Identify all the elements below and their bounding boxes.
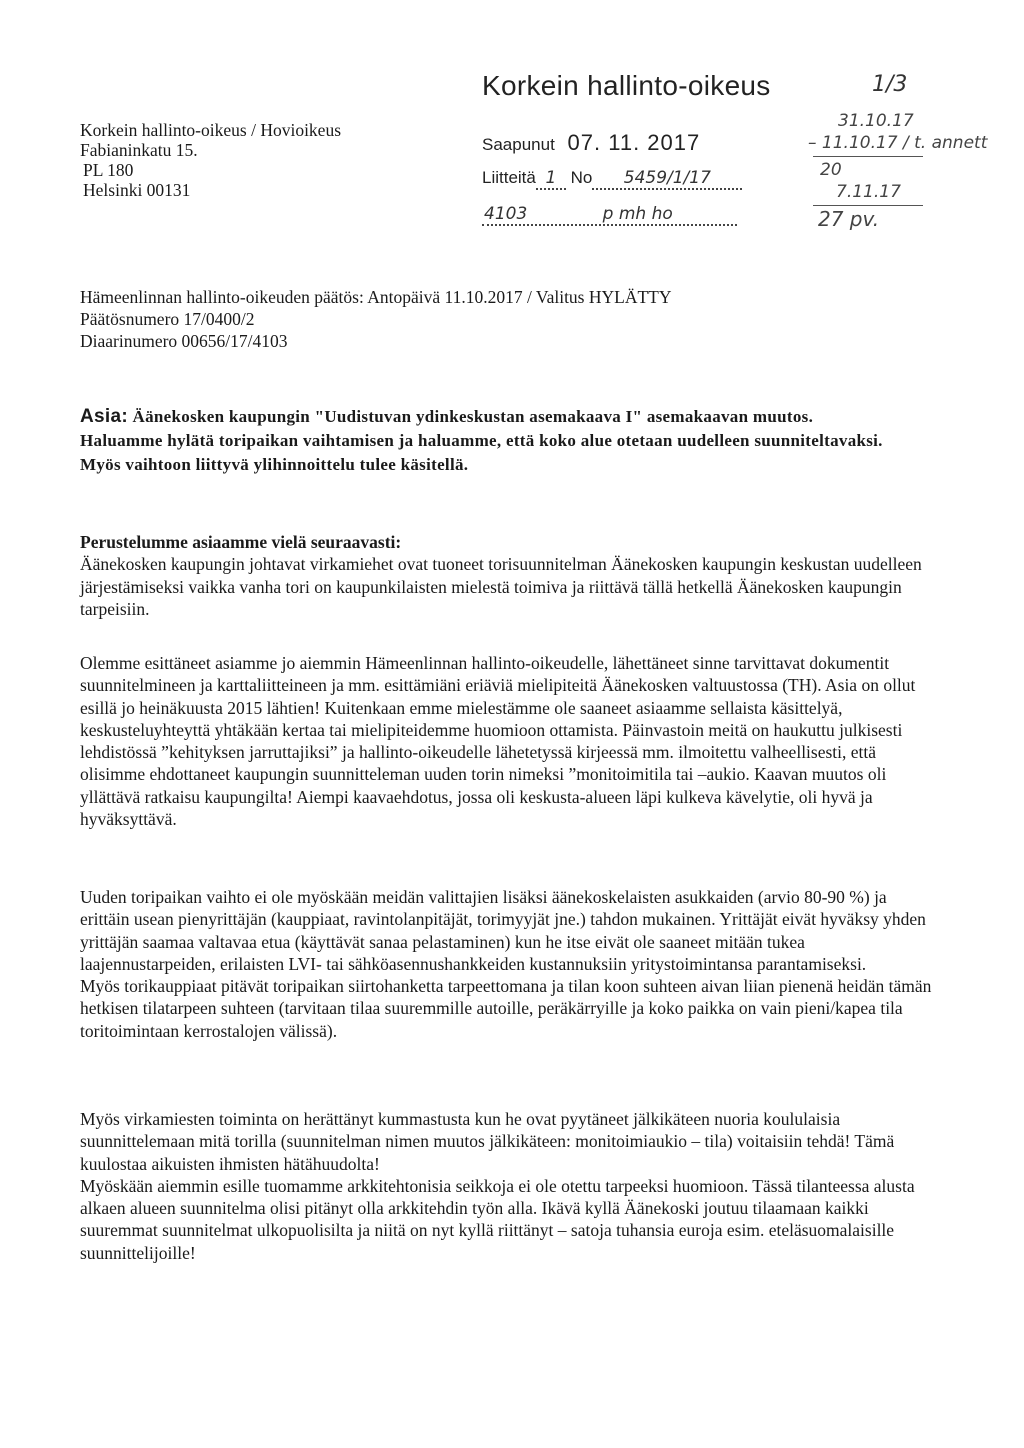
margin-note-5: 27 pv. <box>818 207 880 231</box>
margin-note-rule-1 <box>813 156 923 157</box>
recipient-line-4: Helsinki 00131 <box>83 180 191 200</box>
no-label: No <box>570 168 593 187</box>
margin-note-4: 7.11.17 <box>836 182 901 202</box>
margin-note-rule-2 <box>813 205 923 206</box>
body-heading: Perustelumme asiaamme vielä seuraavasti: <box>80 532 402 552</box>
stamp-received-row <box>482 130 700 156</box>
recipient-line-1: Korkein hallinto-oikeus / Hovioikeus <box>80 120 342 140</box>
decision-line-2: Päätösnumero 17/0400/2 <box>80 309 255 329</box>
body-paragraph-4b: Myöskään aiemmin esille tuomamme arkkitehtonisia seikkoja ei ole otettu tarpeeksi huomioon. Tässä tilanteessa alusta alkaen alueen suunnitelma olisi pitänyt olla arkkitehdin työn alla. Ikävä kyllä Äänekoski joutuu tilaamaan kaikki suuremmat suunnitelmat ulkopuolisilta ja niitä on nyt kyllä riittänyt – satoja tuhansia euroja esim. eteläsuomalaisille suunnittelijoille! <box>80 1175 915 1263</box>
recipient-line-2: Fabianinkatu 15. <box>80 140 198 160</box>
body-paragraph-3a: Uuden toripaikan vaihto ei ole myöskään meidän valittajien lisäksi äänekoskelaisten asukkaiden (arvio 80-90 %) ja erittäin usean pienyrittäjän (kauppiaat, ravintolanpitäjät, torimyyjät jne.) tahdon mukainen. Yrittäjät eivät hyväksy yhden yrittäjän saamaa valtavaa etua (käyttävät sanaa pelastaminen) kun he itse eivät ole saaneet mitään tukea laajennustarpeiden, erilaisten LVI- tai sähköasennushankkeiden kustannuksiin yritystoimintansa parantamiseksi. <box>80 887 926 974</box>
received-date: 07. 11. 2017 <box>567 130 701 155</box>
recipient-address <box>80 120 341 200</box>
attachments-count: 1 <box>536 168 566 190</box>
body-section-2 <box>80 652 940 830</box>
body-paragraph-2: Olemme esittäneet asiamme jo aiemmin Hämeenlinnan hallinto-oikeudelle, lähettäneet sinne tarvittavat dokumentit suunnitelmineen ja karttaliitteineen ja mm. esittämiäni eriäviä mielipiteitä Äänekosken valtuustossa (TH). Asia on ollut esillä jo heinäkuusta 2015 lähtien! Kuitenkaan emme mielestämme ole saaneet asiaamme sellaista käsittelyä, keskusteluyhteyttä yhtäkään kertaa tai mielipiteidemme huomioon ottamista. Päinvastoin meitä on haukuttu julkisesti lehdistössä ”kehityksen jarruttajiksi” ja hallinto-oikeudelle lähetetyssä kirjeessä mm. ilmoitettu valheellisesti, että olisimme ehdottaneet kaupungin suunnitteleman uuden torin nimeksi ”monitoimitila tai –aukio. Kaavan muutos oli yllättävä ratkaisu kaupungilta! Aiempi kaavaehdotus, jossa oli keskusta-alueen läpi kulkeva kävelytie, oli hyvä ja hyväksyttävä. <box>80 653 916 830</box>
recipient-line-3: PL 180 <box>83 160 134 180</box>
received-label: Saapunut <box>482 135 555 154</box>
subject-text: Äänekosken kaupungin "Uudistuvan ydinkeskustan asemakaava I" asemakaavan muutos. Haluamme hylätä toripaikan vaihtamisen ja haluamme, että koko alue otetaan uudelleen suunniteltavaksi. Myös vaihtoon liittyvä ylihinnoittelu tulee käsitellä. <box>80 407 883 474</box>
decision-line-3: Diaarinumero 00656/17/4103 <box>80 331 288 351</box>
page-number-mark: 1/3 <box>872 72 908 97</box>
stamp-handwritten-row <box>482 204 737 226</box>
attachments-label: Liitteitä <box>482 168 536 187</box>
decision-reference <box>80 286 672 352</box>
stamp-title: Korkein hallinto-oikeus <box>482 70 771 101</box>
handwritten-initials: p mh ho <box>602 204 673 224</box>
body-paragraph-3b: Myös torikauppiaat pitävät toripaikan siirtohanketta tarpeettomana ja tilan koon suhteen aivan liian pienenä heidän tämän hetkisen tilatarpeen suhteen (tarvitaan tilaa suuremmille autoille, peräkärryille ja koko paikka on vain pieni/kapea tila toritoimintaan kerrostalojen välissä). <box>80 976 932 1041</box>
margin-note-3: 20 <box>820 160 842 180</box>
margin-note-1: 31.10.17 <box>838 111 914 131</box>
decision-line-1: Hämeenlinnan hallinto-oikeuden päätös: Antopäivä 11.10.2017 / Valitus HYLÄTTY <box>80 287 672 307</box>
margin-notes <box>808 110 987 230</box>
body-section-4 <box>80 1108 940 1264</box>
body-paragraph-1: Äänekosken kaupungin johtavat virkamiehet ovat tuoneet torisuunnitelman Äänekosken kaupungin keskustan uudelleen järjestämiseksi vaikka vanha tori on kaupunkilaisten mielestä toimiva ja riittävä tällä hetkellä Äänekosken kaupungin tarpeisiin. <box>80 554 922 619</box>
stamp-attachments-row <box>482 168 742 190</box>
margin-note-2: – 11.10.17 / t. annett <box>808 133 988 153</box>
body-section-3 <box>80 886 940 1042</box>
subject-label: Asia: <box>80 406 128 427</box>
case-number: 5459/1/17 <box>592 168 742 190</box>
handwritten-number: 4103 <box>484 204 528 224</box>
body-section-1 <box>80 531 940 620</box>
subject-paragraph <box>80 405 895 477</box>
stamp-handwritten-line <box>482 204 737 226</box>
body-paragraph-4a: Myös virkamiesten toiminta on herättänyt kummastusta kun he ovat pyytäneet jälkikäteen nuoria koululaisia suunnittelemaan mitä torilla (suunnitelman nimen muutos jälkikäteen: monitoimiaukio – tila) voitaisiin tehdä! Tämä kuulostaa aikuisten ihmisten hätähuudolta! <box>80 1109 895 1174</box>
